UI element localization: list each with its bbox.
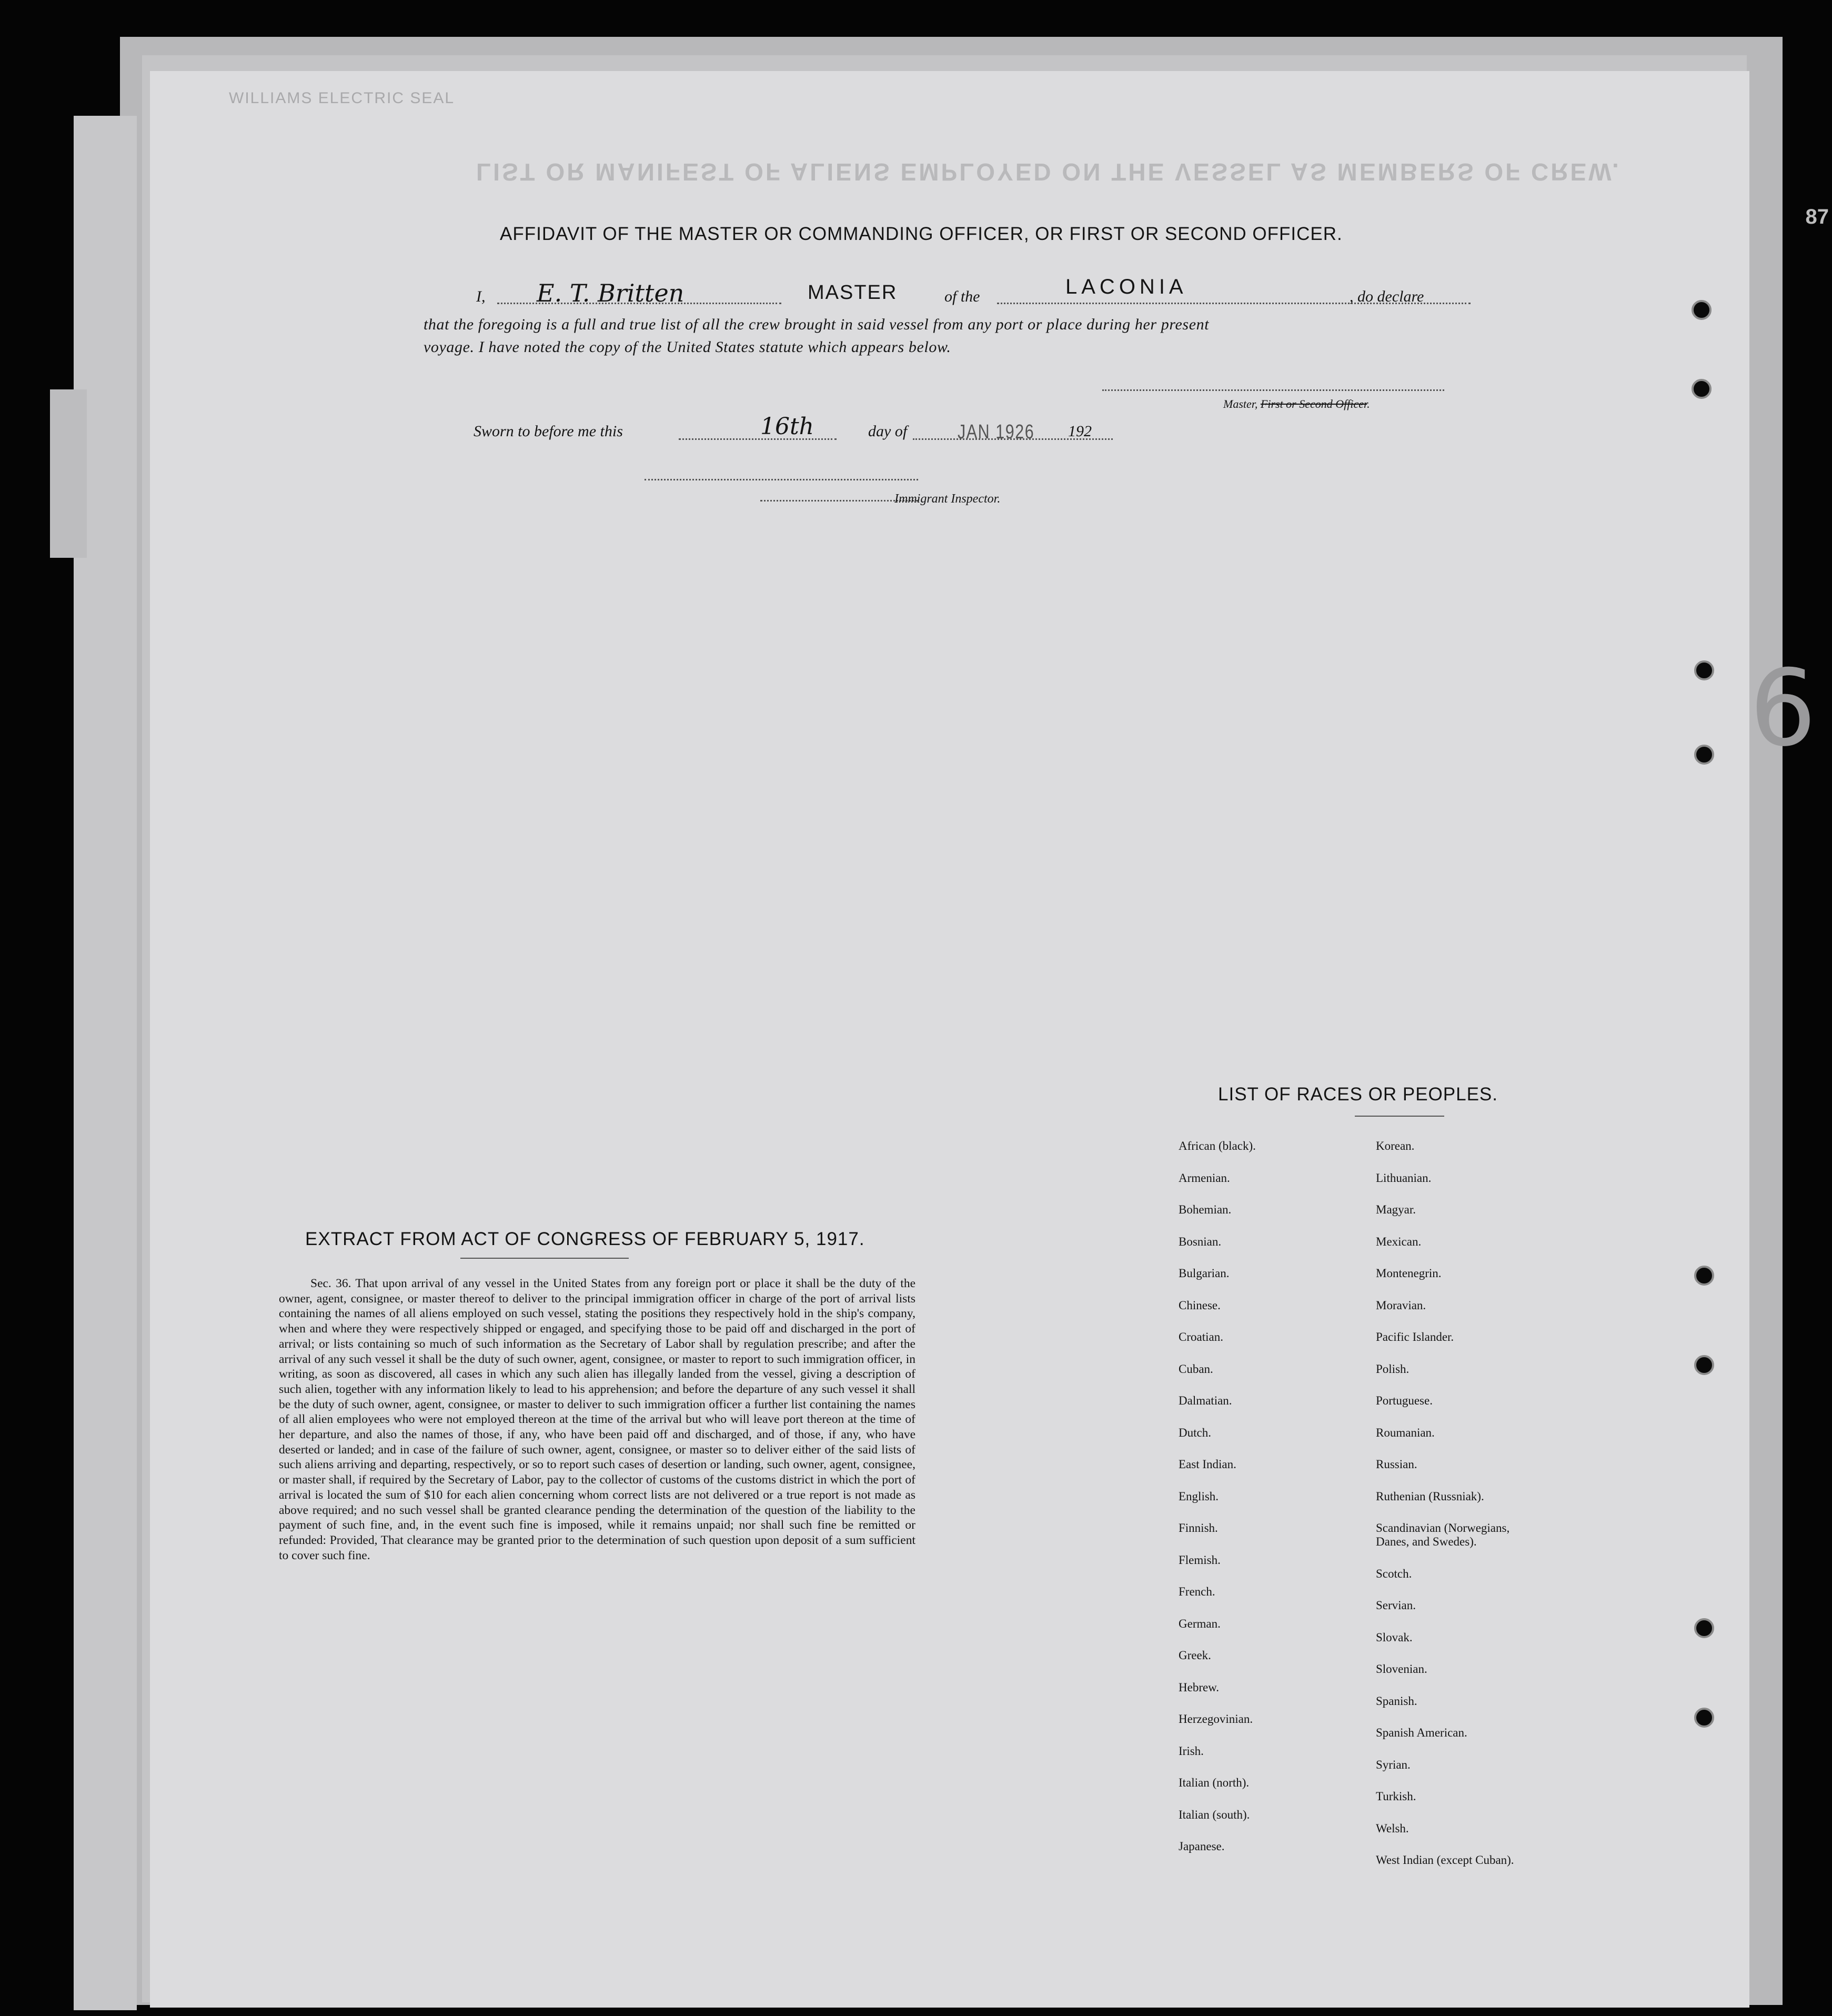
race-item: Spanish American. [1376,1726,1467,1739]
sworn-label: Sworn to before me this [474,423,623,440]
race-item: Mexican. [1376,1235,1422,1248]
race-item: Japanese. [1179,1840,1225,1853]
punch-hole [1694,1618,1714,1638]
manifest-page [150,71,1749,2008]
page-number: 87 [1805,205,1829,228]
race-item: Syrian. [1376,1758,1411,1771]
race-item: Finnish. [1179,1521,1218,1534]
races-title-rule [1355,1116,1444,1117]
race-item: Chinese. [1179,1298,1221,1312]
race-item: Dutch. [1179,1426,1211,1439]
race-item: Cuban. [1179,1362,1213,1376]
race-item: Slovenian. [1376,1662,1427,1676]
race-item: Pacific Islander. [1376,1330,1454,1343]
race-item: Moravian. [1376,1298,1426,1312]
punch-hole [1694,745,1714,765]
extract-title: EXTRACT FROM ACT OF CONGRESS OF FEBRUARY 5, 1917. [305,1229,865,1249]
race-item: Italian (south). [1179,1808,1250,1821]
punch-hole [1692,379,1712,399]
race-item: Polish. [1376,1362,1410,1376]
affidavit-line-3: voyage. I have noted the copy of the United States statute which appears below. [424,338,951,356]
race-item: Bosnian. [1179,1235,1222,1248]
affidavit-title: AFFIDAVIT OF THE MASTER OR COMMANDING OFFICER, OR FIRST OR SECOND OFFICER. [500,224,1343,244]
master-signature-rule [1102,389,1444,391]
master-signature-label: Master, First or Second Officer. [1223,397,1370,410]
race-item: Welsh. [1376,1821,1409,1835]
race-item: French. [1179,1585,1215,1598]
race-item: Scandinavian (Norwegians, Danes, and Swedes). [1376,1521,1510,1548]
race-item: Lithuanian. [1376,1171,1432,1185]
ship-name: LACONIA [1065,275,1187,298]
race-item: Italian (north). [1179,1776,1250,1789]
race-item: German. [1179,1617,1221,1630]
master-signature: E. T. Britten [537,279,685,307]
faded-bleed-title: LIST OR MANIFEST OF ALIENS EMPLOYED ON THE VESSEL AS MEMBERS OF CREW. [476,158,1621,186]
year-prefix: 192 [1068,423,1092,440]
race-item: Hebrew. [1179,1680,1220,1694]
inspector-rule-1 [645,479,918,480]
affidavit-pronoun: I, [476,288,486,305]
day-written: 16th [760,413,814,440]
extract-title-rule [460,1258,629,1259]
race-item: Roumanian. [1376,1426,1435,1439]
race-item: Russian. [1376,1458,1417,1471]
race-item: Herzegovinian. [1179,1712,1253,1726]
race-item: African (black). [1179,1139,1256,1152]
punch-hole [1694,1355,1714,1375]
race-item: Bulgarian. [1179,1267,1230,1280]
race-item: Croatian. [1179,1330,1223,1343]
race-item: Portuguese. [1376,1394,1433,1407]
race-item: Dalmatian. [1179,1394,1232,1407]
race-item: Slovak. [1376,1630,1413,1644]
race-item: Servian. [1376,1599,1416,1612]
races-title: LIST OF RACES OR PEOPLES. [1218,1084,1498,1105]
rank-label: MASTER [808,282,898,304]
race-item: Bohemian. [1179,1203,1232,1216]
race-item: Greek. [1179,1649,1211,1662]
do-declare-label: , do declare [1350,288,1424,305]
race-item: Flemish. [1179,1553,1221,1567]
punch-hole [1692,300,1712,320]
sheet-number: 6 [1749,647,1817,770]
race-item: Montenegrin. [1376,1267,1442,1280]
punch-hole [1694,1266,1714,1286]
affidavit-line-2: that the foregoing is a full and true list of all the crew brought in said vessel from any port or place during her present [424,316,1210,333]
left-margin-tab [50,389,87,558]
punch-hole [1694,660,1714,680]
extract-body: Sec. 36. That upon arrival of any vessel in the United States from any foreign port or place it shall be the duty of the owner, agent, consignee, or master thereof to deliver to the principal immigration officer in charge of the port of arrival lists containing the names of all aliens employed on such vessel, stating the positions they respectively hold in the ship's company, when and where they were respectively shipped or engaged, and specifying those to be paid off and discharged in the port of arrival; or lists containing so much of such information as the Secretary of Labor shall by regulation prescribe; and after the arrival of any such vessel it shall be the duty of such owner, agent, consignee, or master to report to such immigration officer, in writing, as soon as discovered, all cases in which any such alien has illegally landed from the vessel, giving a description of such alien, together with any information likely to lead to his apprehension; and before the departure of any such vessel it shall be the duty of such owner, agent, consignee, or master to deliver to such immigration officer a further list containing the names of all alien employees who were not employed thereon at the time of the arrival but who will leave port thereon at the time of her departure, and also the names of those, if any, who have been paid off and discharged, and of those, if any, who have deserted or landed; and in case of the failure of such owner, agent, consignee, or master so to deliver either of the said lists of such aliens arriving and departing, respectively, or so to report such cases of desertion or landing, such owner, agent, consignee, or master shall, if required by the Secretary of Labor, pay to the collector of customs of the customs district in which the port of arrival is located the sum of $10 for each alien concerning whom correct lists are not delivered or a true report is not made as above required; and no such vessel shall be granted clearance pending the determination of the question of the liability to the payment of such fine, and, in the event such fine is imposed, while it remains unpaid; nor shall such fine be remitted or refunded: Provided, That clearance may be granted prior to the determination of such question upon deposit of a sum sufficient to cover such fine. [279,1277,915,1562]
race-item: Armenian. [1179,1171,1230,1185]
of-the-label: of the [944,288,980,305]
race-item: Turkish. [1376,1790,1416,1803]
race-item: English. [1179,1489,1219,1503]
race-item: Scotch. [1376,1567,1412,1580]
day-of-label: day of [868,423,908,440]
race-item: West Indian (except Cuban). [1376,1853,1514,1867]
race-item: Magyar. [1376,1203,1416,1216]
date-stamp: JAN 1926 [958,421,1035,443]
race-item: Spanish. [1376,1694,1417,1708]
race-item: Korean. [1376,1139,1415,1152]
punch-hole [1694,1708,1714,1728]
faded-header-text: WILLIAMS ELECTRIC SEAL [229,89,455,107]
inspector-label: Immigrant Inspector. [894,492,1001,506]
race-item: Ruthenian (Russniak). [1376,1489,1484,1503]
race-item: Irish. [1179,1744,1204,1758]
race-item: East Indian. [1179,1458,1236,1471]
